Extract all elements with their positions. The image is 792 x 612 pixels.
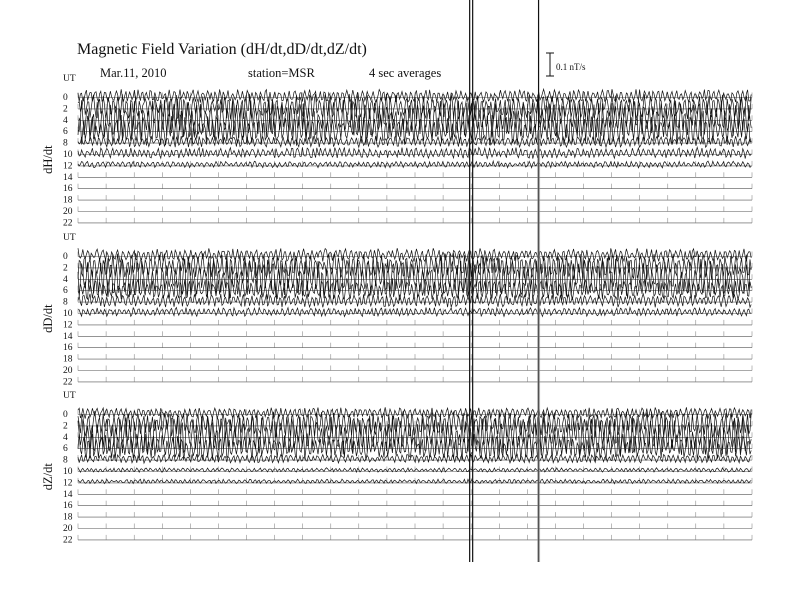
row-ut-20 — [63, 207, 752, 218]
date-label: Mar.11, 2010 — [100, 66, 167, 80]
panel-dZ-dt — [41, 391, 752, 545]
ut-tick-label: 0 — [63, 93, 68, 103]
ut-tick-label: 12 — [63, 478, 73, 489]
row-ut-16 — [63, 343, 752, 354]
ut-tick-label: 12 — [63, 161, 73, 172]
ut-tick-label: 4 — [63, 115, 68, 126]
ut-tick-label: 6 — [63, 444, 68, 455]
ut-tick-label: 14 — [63, 331, 73, 342]
row-ut-14 — [63, 489, 752, 500]
row-minute-ticks — [78, 320, 752, 325]
ut-tick-label: 8 — [63, 138, 68, 149]
ut-label: UT — [63, 233, 76, 243]
row-minute-ticks — [78, 377, 752, 382]
ut-tick-label: 22 — [63, 218, 73, 229]
chart-title: Magnetic Field Variation (dH/dt,dD/dt,dZ/dt) — [77, 41, 367, 58]
ut-tick-label: 8 — [63, 455, 68, 466]
row-minute-ticks — [78, 331, 752, 336]
row-ut-8 — [63, 294, 752, 308]
ut-tick-label: 0 — [63, 410, 68, 420]
ut-tick-label: 10 — [63, 467, 73, 477]
panel-dH-dt — [41, 74, 752, 228]
ut-tick-label: 0 — [63, 252, 68, 262]
row-ut-22 — [63, 218, 752, 229]
row-ut-4 — [63, 416, 752, 457]
ut-tick-label: 18 — [63, 512, 73, 523]
panels-group — [41, 74, 752, 545]
row-ut-20 — [63, 524, 752, 535]
scale-bar — [546, 53, 586, 76]
row-trace — [78, 147, 751, 158]
row-ut-0 — [63, 407, 752, 420]
row-ut-8 — [63, 454, 752, 466]
row-minute-ticks — [78, 172, 752, 177]
row-ut-0 — [63, 89, 752, 103]
ut-tick-label: 14 — [63, 489, 73, 500]
ut-tick-label: 4 — [63, 432, 68, 443]
ut-tick-label: 22 — [63, 535, 73, 546]
ut-tick-label: 2 — [63, 263, 68, 274]
ut-tick-label: 18 — [63, 354, 73, 365]
row-ut-10 — [63, 307, 752, 319]
row-minute-ticks — [78, 512, 752, 517]
row-ut-16 — [63, 501, 752, 512]
row-trace — [78, 161, 751, 168]
row-ut-10 — [63, 467, 752, 478]
ut-tick-label: 6 — [63, 286, 68, 297]
row-ut-16 — [63, 184, 752, 195]
ut-tick-label: 10 — [63, 309, 73, 319]
row-ut-14 — [63, 331, 752, 342]
ut-tick-label: 2 — [63, 104, 68, 115]
row-ut-22 — [63, 377, 752, 388]
ut-tick-label: 18 — [63, 195, 73, 206]
ut-tick-label: 10 — [63, 150, 73, 160]
row-ut-14 — [63, 172, 752, 183]
ut-tick-label: 20 — [63, 207, 73, 217]
ut-label: UT — [63, 391, 76, 401]
scale-label: 0.1 nT/s — [556, 62, 586, 72]
ut-tick-label: 8 — [63, 297, 68, 308]
ut-tick-label: 16 — [63, 343, 73, 354]
row-minute-ticks — [78, 524, 752, 529]
row-minute-ticks — [78, 489, 752, 494]
ut-tick-label: 6 — [63, 127, 68, 138]
row-ut-18 — [63, 354, 752, 365]
row-trace — [78, 307, 751, 316]
ut-tick-label: 16 — [63, 501, 73, 512]
row-ut-12 — [63, 320, 752, 331]
ut-tick-label: 14 — [63, 172, 73, 183]
row-ut-12 — [63, 161, 752, 172]
row-minute-ticks — [78, 207, 752, 212]
ut-tick-label: 22 — [63, 377, 73, 388]
row-trace — [78, 454, 751, 463]
row-ut-18 — [63, 512, 752, 523]
panel-label: dH/dt — [41, 145, 55, 174]
row-minute-ticks — [78, 501, 752, 506]
row-minute-ticks — [78, 535, 752, 540]
panel-dD-dt — [41, 233, 752, 387]
row-minute-ticks — [78, 343, 752, 348]
row-ut-20 — [63, 366, 752, 377]
row-minute-ticks — [78, 195, 752, 200]
row-minute-ticks — [78, 354, 752, 359]
event-marker-band — [537, 130, 540, 562]
row-ut-12 — [63, 478, 752, 489]
row-ut-10 — [63, 147, 752, 160]
row-minute-ticks — [78, 366, 752, 371]
ut-tick-label: 20 — [63, 524, 73, 534]
row-ut-6 — [63, 278, 752, 301]
ut-tick-label: 12 — [63, 320, 73, 331]
ut-tick-label: 20 — [63, 366, 73, 376]
row-ut-18 — [63, 195, 752, 206]
panel-label: dD/dt — [41, 304, 55, 333]
ut-tick-label: 16 — [63, 184, 73, 195]
station-label: station=MSR — [248, 66, 315, 80]
panel-label: dZ/dt — [41, 463, 55, 491]
ut-label: UT — [63, 74, 76, 84]
averaging-label: 4 sec averages — [369, 66, 442, 80]
row-minute-ticks — [78, 184, 752, 189]
row-ut-22 — [63, 535, 752, 546]
row-minute-ticks — [78, 218, 752, 223]
ut-tick-label: 4 — [63, 274, 68, 285]
ut-tick-label: 2 — [63, 421, 68, 432]
